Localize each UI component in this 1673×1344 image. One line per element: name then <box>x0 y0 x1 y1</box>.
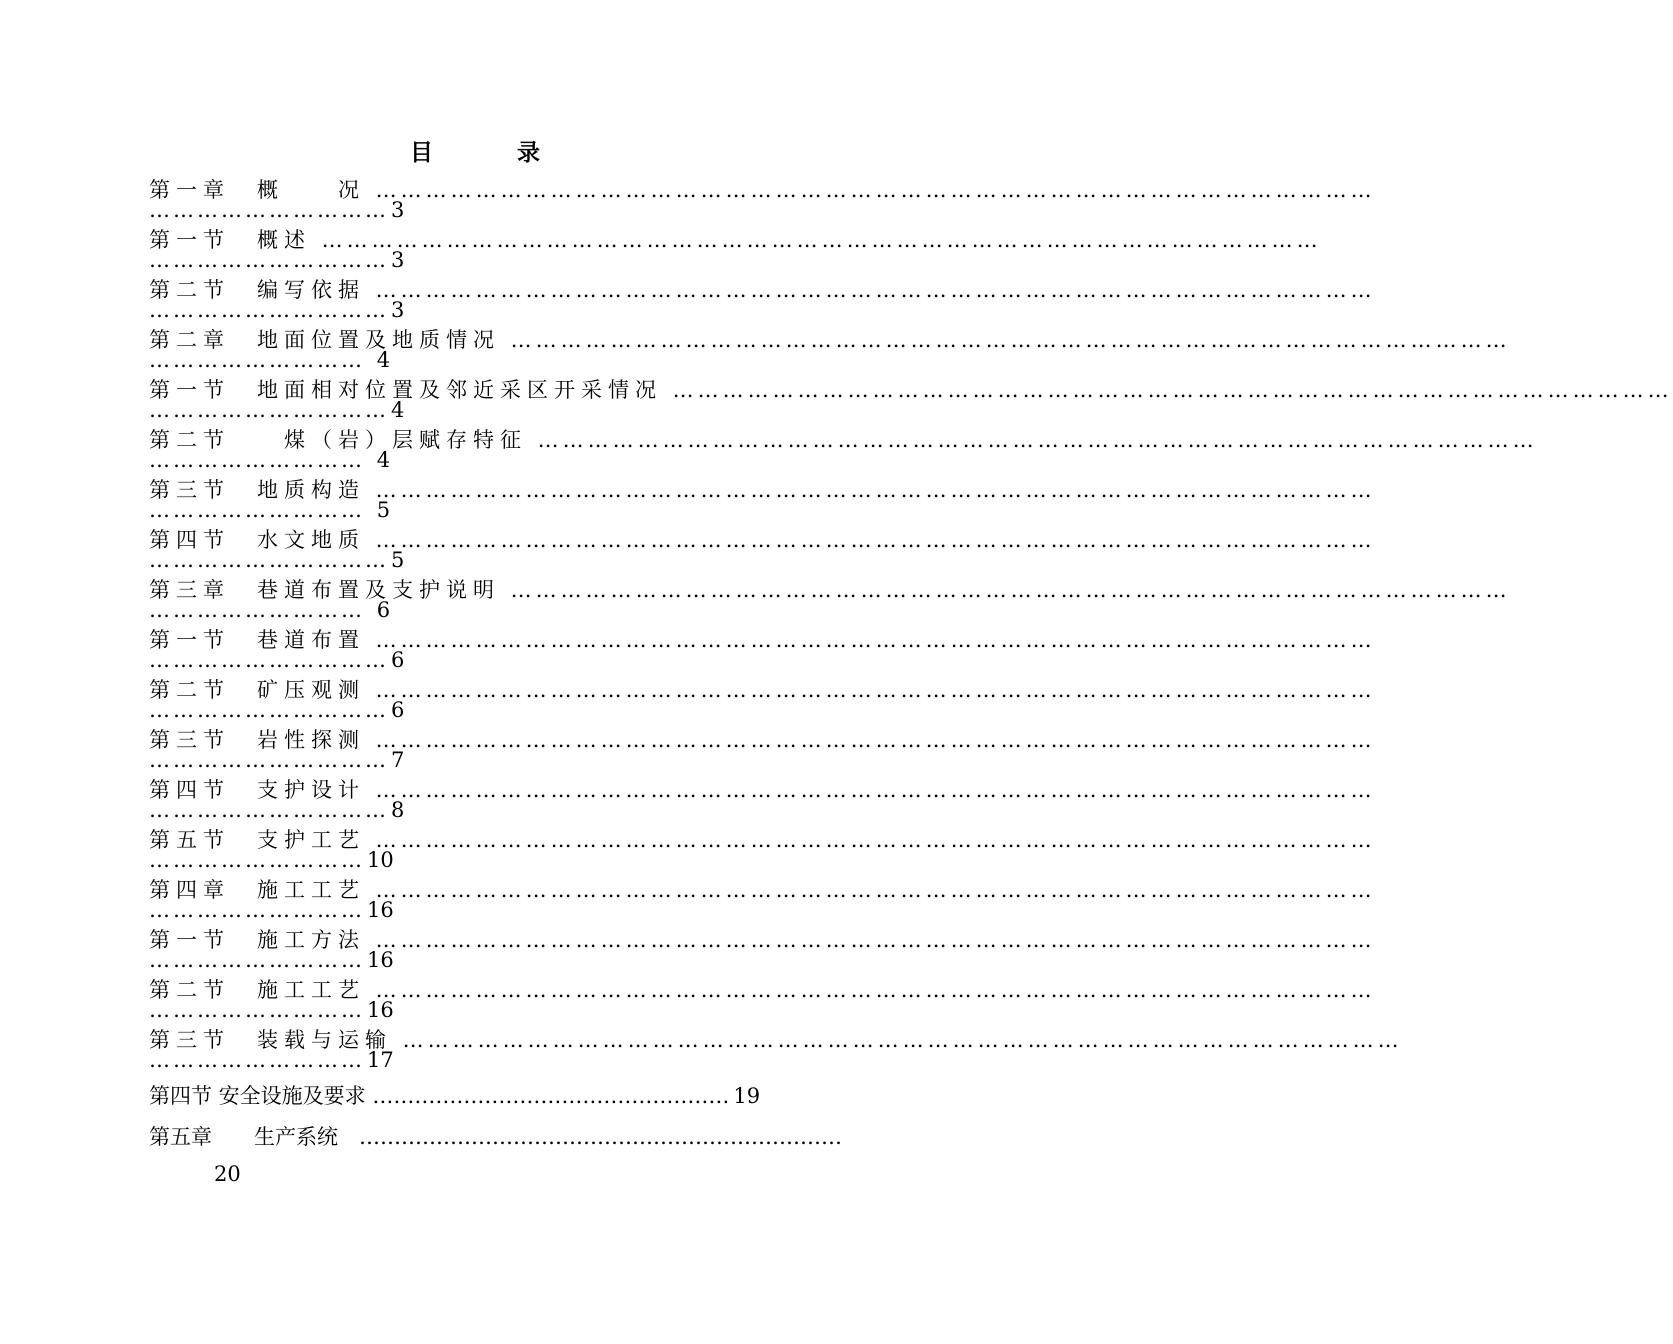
toc-entry-label: 第三章 巷道布置及支护说明 <box>149 578 500 602</box>
toc-entry[interactable] <box>149 620 1376 672</box>
toc-entry[interactable] <box>149 870 1376 922</box>
toc-entry-line-2 <box>149 798 404 822</box>
toc-entry-line-2 <box>149 848 394 872</box>
toc-page-number: 6 <box>391 648 405 672</box>
toc-entry-label: 第三节 地质构造 <box>149 478 365 502</box>
toc-leader-dots: ………………………… <box>149 748 389 772</box>
toc-entry[interactable] <box>149 1121 842 1151</box>
toc-entry-label: 第三节 装载与运输 <box>149 1028 392 1052</box>
toc-leader-dots: ………………………… <box>149 548 389 572</box>
toc-leader-dots: ………………………… <box>149 648 389 672</box>
toc-leader-dots: ………………………… <box>149 698 389 722</box>
toc-page-number: 7 <box>391 748 405 772</box>
toc-entry-label: 第二节 矿压观测 <box>149 678 365 702</box>
toc-entry-line-2 <box>149 248 404 272</box>
toc-entry-line-2 <box>149 898 394 922</box>
toc-title-char-2: 录 <box>517 139 540 166</box>
toc-page-number: 4 <box>376 348 391 372</box>
toc-page-number: 4 <box>391 398 405 422</box>
toc-entry-line-2 <box>149 348 390 372</box>
toc-entry-label: 第四节 水文地质 <box>149 528 365 552</box>
toc-entry-label: 第五节 支护工艺 <box>149 828 365 852</box>
toc-leader-dots: …………………………………………… <box>372 1084 730 1108</box>
toc-leader-dots: ………………………………………………………………………………………………………… <box>365 628 1376 652</box>
toc-entry[interactable] <box>149 1020 1403 1072</box>
toc-page-number: 8 <box>391 798 405 822</box>
toc-entry[interactable] <box>149 820 1376 872</box>
toc-page-number: 20 <box>214 1162 241 1186</box>
toc-leader-dots: ………………………………………………………………………………………………………… <box>527 428 1538 452</box>
toc-entry-line-2 <box>149 748 404 772</box>
toc-leader-dots: …………………………………………………………… <box>359 1125 842 1149</box>
toc-entry[interactable] <box>149 520 1376 572</box>
toc-leader-dots: ……………………… <box>149 1048 365 1072</box>
toc-page-number: 5 <box>376 498 391 522</box>
toc-entry-line-2 <box>149 998 394 1022</box>
toc-page-number: 16 <box>367 998 394 1022</box>
toc-entry[interactable] <box>149 370 1673 422</box>
toc-entry-label: 第三节 岩性探测 <box>149 728 365 752</box>
toc-entry-label: 第一节 概述 <box>149 228 311 252</box>
toc-page-number: 16 <box>367 948 394 972</box>
toc-entry-line-2 <box>149 1048 394 1072</box>
toc-leader-dots: ………………………………………………………………………………………………………… <box>365 478 1376 502</box>
toc-leader-dots: ……………………… <box>149 998 365 1022</box>
toc-entry[interactable] <box>149 570 1511 622</box>
toc-leader-dots: ………………………………………………………………………………………………………… <box>662 378 1673 402</box>
toc-entry-label: 第四节 安全设施及要求 <box>149 1084 373 1108</box>
toc-entry-label: 第二节 施工工艺 <box>149 978 365 1002</box>
toc-entry-line-2 <box>149 498 390 522</box>
toc-entry[interactable] <box>149 320 1511 372</box>
toc-leader-dots: ……………………… <box>149 898 365 922</box>
toc-leader-dots: ………………………………………………………………………………………………………… <box>311 228 1322 252</box>
toc-entry-line-2 <box>149 648 404 672</box>
toc-page-number: 3 <box>391 198 405 222</box>
toc-leader-dots: ……………………… <box>149 948 365 972</box>
toc-page-number: 6 <box>391 698 405 722</box>
toc-entry-line-2 <box>149 398 404 422</box>
toc-title-char-1: 目 <box>410 139 433 166</box>
toc-leader-dots: ………………………… <box>149 248 389 272</box>
toc-page-number: 6 <box>376 598 391 622</box>
toc-entry-label: 第二节 煤（岩）层赋存特征 <box>149 428 527 452</box>
toc-entry-label: 第一节 巷道布置 <box>149 628 365 652</box>
toc-entry-line-2 <box>149 298 404 322</box>
toc-leader-dots: ………………………………………………………………………………………………………… <box>500 328 1511 352</box>
toc-entry-line-2 <box>149 598 390 622</box>
toc-leader-dots: ………………………………………………………………………………………………………… <box>365 978 1376 1002</box>
toc-leader-dots: ………………………………………………………………………………………………………… <box>365 928 1376 952</box>
toc-entry-label: 第二章 地面位置及地质情况 <box>149 328 500 352</box>
toc-leader-dots: ……………………… <box>149 848 365 872</box>
toc-leader-dots: ………………………………………………………………………………………………………… <box>365 878 1376 902</box>
toc-entry[interactable] <box>149 920 1376 972</box>
toc-page-number: 10 <box>367 848 394 872</box>
toc-entry[interactable] <box>149 670 1376 722</box>
toc-entry-line-2 <box>149 198 404 222</box>
toc-entry[interactable] <box>149 720 1376 772</box>
toc-leader-dots: ……………………… <box>149 448 375 472</box>
toc-entry[interactable] <box>149 220 1322 272</box>
toc-leader-dots: ……………………… <box>149 348 375 372</box>
toc-page-number: 16 <box>367 898 394 922</box>
toc-leader-dots: ………………………………………………………………………………………………………… <box>365 278 1376 302</box>
toc-entry-label: 第二节 编写依据 <box>149 278 365 302</box>
toc-leader-dots: ………………………………………………………………………………………………………… <box>365 828 1376 852</box>
toc-entry-label: 第四节 支护设计 <box>149 778 365 802</box>
toc-entry-label: 第五章 生产系统 <box>149 1125 359 1149</box>
toc-title <box>0 134 950 167</box>
toc-page-number: 19 <box>733 1084 761 1108</box>
toc-leader-dots: ……………………… <box>149 598 375 622</box>
toc-entry[interactable] <box>149 420 1538 472</box>
toc-leader-dots: ………………………………………………………………………………………………………… <box>365 678 1376 702</box>
toc-leader-dots: ………………………………………………………………………………………………………… <box>365 728 1376 752</box>
toc-page-number: 3 <box>391 298 405 322</box>
toc-page-number: 5 <box>391 548 405 572</box>
toc-entry-line-2 <box>149 548 404 572</box>
toc-entry[interactable] <box>149 970 1376 1022</box>
toc-entry-label: 第一章 概 况 <box>149 178 365 202</box>
toc-entry[interactable] <box>149 170 1376 222</box>
toc-leader-dots: ………………………… <box>149 298 389 322</box>
toc-entry[interactable] <box>149 1080 794 1110</box>
toc-list <box>149 170 1673 1072</box>
toc-leader-dots: ………………………………………………………………………………………………………… <box>365 528 1376 552</box>
toc-entry-line-2 <box>149 448 390 472</box>
toc-leader-dots: ………………………………………………………………………………………………………… <box>365 778 1376 802</box>
toc-entry[interactable] <box>149 770 1376 822</box>
toc-entry[interactable] <box>149 470 1376 522</box>
toc-leader-dots: ………………………… <box>149 198 389 222</box>
toc-leader-dots: ………………………… <box>149 798 389 822</box>
toc-page-number: 17 <box>367 1048 394 1072</box>
toc-leader-dots: ………………………… <box>149 398 389 422</box>
toc-entry-label: 第四章 施工工艺 <box>149 878 365 902</box>
toc-entry[interactable] <box>149 270 1376 322</box>
toc-leader-dots: ……………………… <box>149 498 375 522</box>
toc-leader-dots: ………………………………………………………………………………………………………… <box>392 1028 1403 1052</box>
toc-entry-label: 第一节 地面相对位置及邻近采区开采情况 <box>149 378 662 402</box>
toc-entry-line-2 <box>149 948 394 972</box>
toc-entry-line-2 <box>149 698 404 722</box>
toc-leader-dots: ………………………………………………………………………………………………………… <box>500 578 1511 602</box>
toc-entry-label: 第一节 施工方法 <box>149 928 365 952</box>
toc-page-number: 3 <box>391 248 405 272</box>
toc-leader-dots: ………………………………………………………………………………………………………… <box>365 178 1376 202</box>
toc-page-number: 4 <box>376 448 391 472</box>
